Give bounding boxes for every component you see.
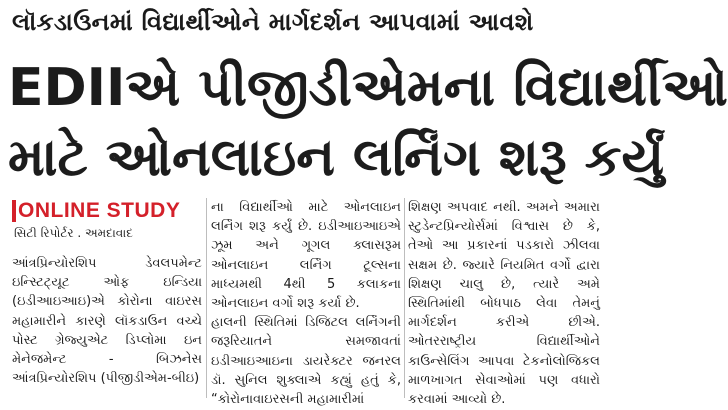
paragraph-1: આંત્રપ્રિન્યોરશિપ ડેવલપમેન્ટ ઇન્સ્ટિટ્યૂટ ઓફ ઇન્ડિયા (ઇડીઆઇઆઇ)એ કોરોના વાઇરસ મહામારીને કારણે લૉકડાઉન વચ્ચે પોસ્ટ ગ્રેજ્યુએટ ડિપ્લોમા ઇન મેનેજમેન્ટ - બિઝનેસ આંત્રપ્રિન્યોરશિપ (પીજીડીએમ-બીઇ): [12, 256, 202, 387]
kicker-line: લૉકડાઉનમાં વિદ્યાર્થીઓને માર્ગદર્શન આપવામાં આવશે: [12, 8, 534, 36]
article-column-1: [12, 254, 202, 388]
section-tag-marker: [12, 200, 16, 222]
byline: સિટી રિપોર્ટર . અમદાવાદ: [14, 226, 133, 240]
article-column-2: [211, 198, 401, 409]
article-column-3: [408, 198, 600, 409]
paragraph-4: શિક્ષણ અપવાદ નથી. અમને અમારા સ્ટુડેન્ટપ્રિન્યોર્સમાં વિશ્વાસ છે કે, તેઓ આ પ્રકારનાં પડકારો ઝીલવા સક્ષમ છે. જ્યારે નિયમિત વર્ગો દ્વારા શિક્ષણ ચાલુ છે, ત્યારે અમે સ્થિતિમાંથી બોધપાઠ લેવા તેમનું માર્ગદર્શન કરીએ છીએ. ઓતરરાષ્ટ્રીય વિદ્યાર્થીઓને કાઉન્સેલિંગ આપવા ટેકનોલોજિકલ માળખાગત સેવાઓમાં પણ વધારો કરવામાં આવ્યો છે.: [408, 200, 600, 408]
paragraph-3: હાલની સ્થિતિમાં ડિજિટલ લર્નિંગની જરૂરિયાતને સમજાવતાં ઇડીઆઇઆઇના ડાયરેક્ટર જનરલ ડૉ. સુનિલ શુક્લાએ કહ્યું હતું કે, “કોરોનાવાઇરસની મહામારીમાં: [211, 315, 401, 408]
column-divider-1: [206, 198, 207, 398]
section-tag: ONLINE STUDY: [18, 199, 181, 222]
headline-line-1: EDIIએ પીજીડીએમના વિદ્યાર્થીઓ: [8, 58, 728, 118]
column-divider-2: [404, 198, 405, 398]
headline-line-2: માટે ઓનલાઇન લર્નિંગ શરૂ કર્યું: [8, 128, 665, 188]
paragraph-2: ના વિદ્યાર્થીઓ માટે ઓનલાઇન લર્નિંગ શરૂ કર્યું છે. ઇડીઆઇઆઇએ ઝૂમ અને ગૂગલ ક્લાસરૂમ ઓનલાઇન લર્નિંગ ટૂલ્સના માધ્યમથી 4થી 5 કલાકના ઓનલાઇન વર્ગો શરૂ કર્યા છે.: [211, 200, 401, 312]
